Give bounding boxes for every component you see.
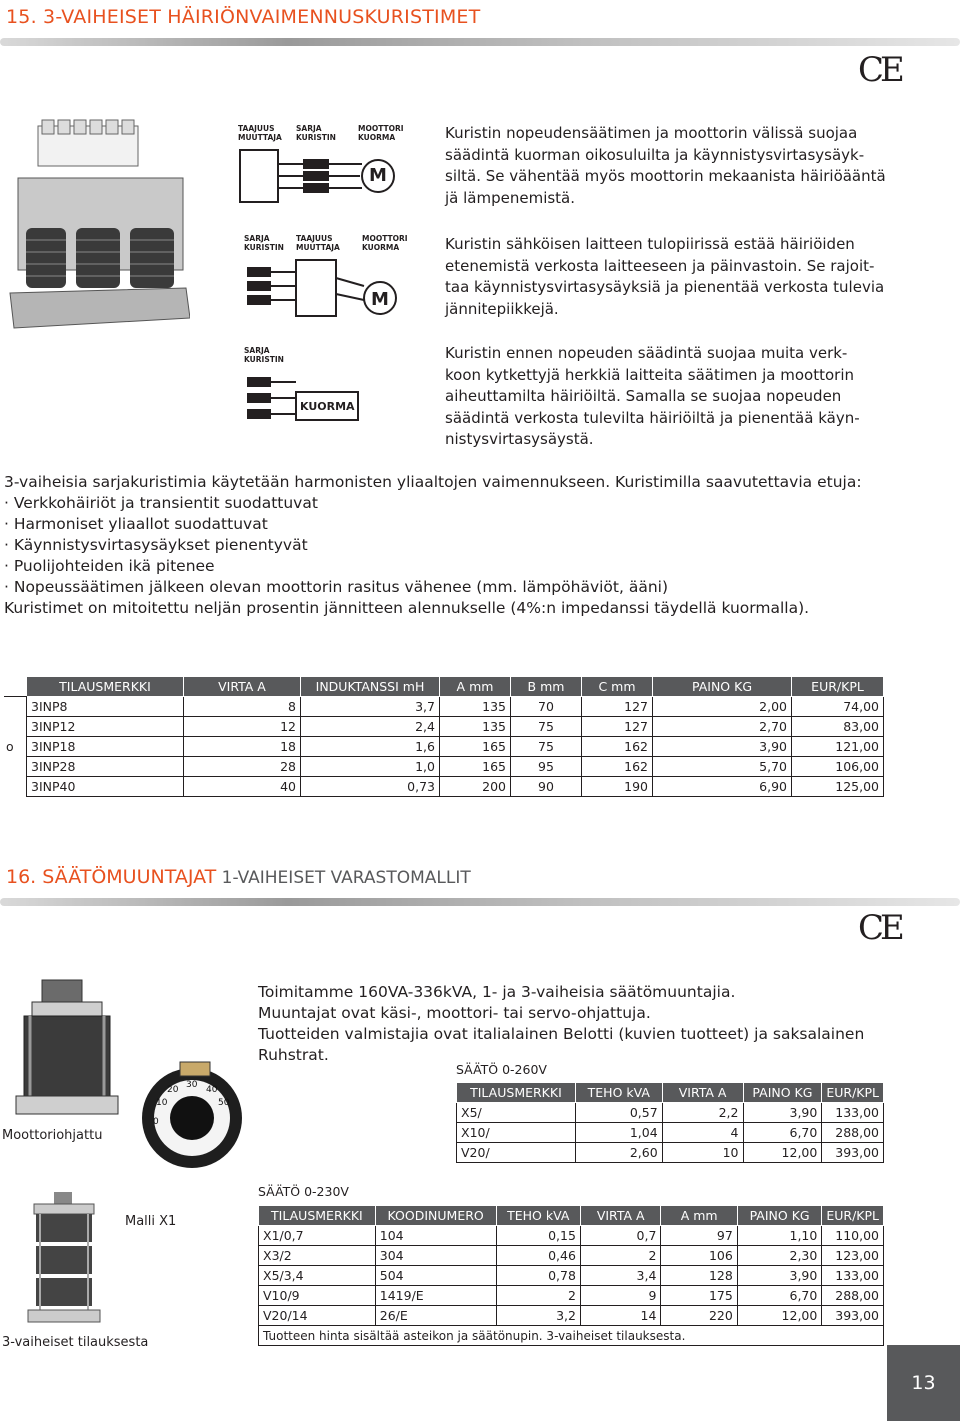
table-cell: 0,57 (575, 1103, 662, 1123)
table-cell: 135 (440, 697, 511, 717)
paragraph-3 (445, 343, 895, 451)
table-cell: 127 (582, 717, 653, 737)
table-cell: 0,73 (301, 777, 440, 797)
table-cell: 75 (511, 717, 582, 737)
table-cell: 2 (496, 1286, 580, 1306)
table-cell: 0,7 (580, 1226, 660, 1246)
table-cell: 393,00 (822, 1143, 884, 1163)
summary-line: Kuristimet on mitoitettu neljän prosentin jännitteen alennukselle (4%:n impedanssi täydellä kuormalla). (4, 599, 810, 617)
table-cell: 95 (511, 757, 582, 777)
col-header: C mm (582, 677, 653, 697)
motor-symbol: M (369, 165, 387, 186)
table-header-row (457, 1083, 884, 1103)
table-cell: 162 (582, 737, 653, 757)
motor-symbol: M (371, 289, 389, 310)
col-header: VIRTA A (184, 677, 301, 697)
page-number: 13 (887, 1345, 960, 1421)
table-cell: 28 (184, 757, 301, 777)
benefit-item: · Nopeussäätimen jälkeen olevan moottorin rasitus vähenee (mm. lämpöhäviöt, ääni) (4, 578, 669, 596)
table-cell: X1/0,7 (259, 1226, 376, 1246)
table-cell: 0,46 (496, 1246, 580, 1266)
mark-col-header (4, 677, 27, 697)
text-line: aiheuttamilta häiriöiltä. Samalla se suojaa nopeuden (445, 387, 842, 405)
col-header: VIRTA A (662, 1083, 743, 1103)
table-cell: 3INP18 (27, 737, 184, 757)
table-row (457, 1143, 884, 1163)
table-cell: 83,00 (792, 717, 884, 737)
text-line: etenemistä verkosta laitteeseen ja päinvastoin. Se rajoit- (445, 256, 875, 275)
table-cell: 10 (662, 1143, 743, 1163)
table-cell: V20/14 (259, 1306, 376, 1326)
table-cell: 135 (440, 717, 511, 737)
table-cell: 40 (184, 777, 301, 797)
col-header: KOODINUMERO (375, 1206, 496, 1226)
dial-number: 20 (167, 1085, 179, 1095)
col-header: EUR/KPL (792, 677, 884, 697)
table-cell: 128 (661, 1266, 737, 1286)
table-row (259, 1286, 884, 1306)
table-row (259, 1226, 884, 1246)
table-cell: 1419/E (375, 1286, 496, 1306)
row-marker (4, 697, 27, 717)
col-header: TILAUSMERKKI (27, 677, 184, 697)
benefit-item: · Puolijohteiden ikä pitenee (4, 557, 215, 575)
table-row (259, 1306, 884, 1326)
table-cell: 14 (580, 1306, 660, 1326)
table-cell: 2,2 (662, 1103, 743, 1123)
dial-number: 30 (186, 1080, 198, 1090)
table-cell: 125,00 (792, 777, 884, 797)
table-row (4, 757, 884, 777)
table-cell: 3,2 (496, 1306, 580, 1326)
text-line: koon kytkettyjä herkkiä laitteita säätimen ja moottorin (445, 365, 855, 384)
table-cell: 12 (184, 717, 301, 737)
table-cell: 18 (184, 737, 301, 757)
table-cell: 3,7 (301, 697, 440, 717)
row-marker (4, 757, 27, 777)
table-row (4, 737, 884, 757)
table-cell: 70 (511, 697, 582, 717)
col-header: PAINO KG (743, 1083, 822, 1103)
intro-line: Tuotteiden valmistajia ovat italialainen Belotti (kuvien tuotteet) ja saksalainen (258, 1025, 865, 1043)
dial-number: 10 (156, 1098, 168, 1108)
paragraph-2 (445, 234, 895, 320)
table-cell: 6,70 (743, 1123, 822, 1143)
table-260 (456, 1082, 884, 1163)
ce-mark-icon: CE (858, 50, 901, 90)
table-cell: 2,4 (301, 717, 440, 737)
table-cell: 127 (582, 697, 653, 717)
label-sarjakuristin: SARJA KURISTIN (296, 124, 336, 142)
col-header: EUR/KPL (822, 1083, 884, 1103)
table-cell: 106,00 (792, 757, 884, 777)
text-line: nistysvirtasysäystä. (445, 430, 594, 448)
intro-line: Muuntajat ovat käsi-, moottori- tai servo-ohjattuja. (258, 1004, 651, 1022)
text-line: Kuristin ennen nopeuden säädintä suojaa muita verk- (445, 344, 848, 362)
benefits-text (4, 472, 954, 619)
table-cell: 2,70 (653, 717, 792, 737)
table-cell: 6,70 (737, 1286, 822, 1306)
table-cell: 133,00 (822, 1103, 884, 1123)
table-230 (258, 1205, 884, 1346)
table-row (457, 1103, 884, 1123)
table-header-row (259, 1206, 884, 1226)
caption-three-phase: 3-vaiheiset tilauksesta (2, 1335, 149, 1350)
table-cell: 12,00 (737, 1306, 822, 1326)
table-row (4, 777, 884, 797)
reactor-table (4, 676, 884, 797)
section-16-title-sub: 1-VAIHEISET VARASTOMALLIT (216, 868, 471, 888)
col-header: TILAUSMERKKI (259, 1206, 376, 1226)
table-cell: 1,04 (575, 1123, 662, 1143)
load-box-label: KUORMA (300, 400, 355, 413)
table-cell: X5/3,4 (259, 1266, 376, 1286)
text-line: jännitepiikkejä. (445, 299, 559, 318)
table-cell: 2,60 (575, 1143, 662, 1163)
row-marker (4, 777, 27, 797)
table-cell: 9 (580, 1286, 660, 1306)
table-cell: 504 (375, 1266, 496, 1286)
col-header: PAINO KG (737, 1206, 822, 1226)
table-cell: X10/ (457, 1123, 576, 1143)
table-row (259, 1266, 884, 1286)
table-cell: 3INP8 (27, 697, 184, 717)
header-divider (0, 38, 960, 46)
col-header: TEHO kVA (496, 1206, 580, 1226)
table-cell: 165 (440, 757, 511, 777)
table-260-title: SÄÄTÖ 0-260V (456, 1062, 547, 1077)
table-cell: 3INP12 (27, 717, 184, 737)
table-cell: 0,15 (496, 1226, 580, 1246)
text-line: säädintä kuorman oikosuluilta ja käynnistysvirtasysäyk- (445, 145, 865, 164)
table-cell: 26/E (375, 1306, 496, 1326)
label-moottorikuorma: MOOTTORI KUORMA (362, 234, 408, 252)
caption-motor: Moottoriohjattu (2, 1128, 103, 1143)
table-230-title: SÄÄTÖ 0-230V (258, 1184, 349, 1199)
table-cell: 121,00 (792, 737, 884, 757)
benefit-item: · Harmoniset yliaallot suodattuvat (4, 515, 268, 533)
col-header: VIRTA A (580, 1206, 660, 1226)
reactor-photo (8, 118, 190, 336)
table-cell: 106 (661, 1246, 737, 1266)
table-cell: 2,30 (737, 1246, 822, 1266)
table-cell: 165 (440, 737, 511, 757)
col-header: EUR/KPL (822, 1206, 884, 1226)
table-cell: 3,90 (737, 1266, 822, 1286)
section-16-divider (0, 898, 960, 906)
label-sarjakuristin: SARJA KURISTIN (244, 346, 284, 364)
section-16-title-main: 16. SÄÄTÖMUUNTAJAT (6, 866, 217, 888)
table-row (457, 1123, 884, 1143)
table-cell: 104 (375, 1226, 496, 1246)
section-16-intro (258, 982, 908, 1066)
table-cell: 75 (511, 737, 582, 757)
table-cell: 4 (662, 1123, 743, 1143)
caption-malli: Malli X1 (125, 1214, 177, 1229)
benefit-item: · Käynnistysvirtasysäykset pienentyvät (4, 536, 308, 554)
table-cell: 1,6 (301, 737, 440, 757)
dial-number: 50 (218, 1098, 230, 1108)
table-cell: 304 (375, 1246, 496, 1266)
table-cell: 393,00 (822, 1306, 884, 1326)
table-header-row (4, 677, 884, 697)
connection-diagram-2 (244, 234, 414, 334)
col-header: B mm (511, 677, 582, 697)
label-taajuusmuuttaja: TAAJUUS MUUTTAJA (296, 234, 340, 252)
table-cell: 1,10 (737, 1226, 822, 1246)
col-header: TILAUSMERKKI (457, 1083, 576, 1103)
table-cell: 2 (580, 1246, 660, 1266)
table-cell: 12,00 (743, 1143, 822, 1163)
label-sarjakuristin: SARJA KURISTIN (244, 234, 284, 252)
ce-mark-icon: CE (858, 908, 901, 948)
section-16-title (6, 866, 471, 888)
col-header: PAINO KG (653, 677, 792, 697)
table-cell: V10/9 (259, 1286, 376, 1306)
intro-line: Toimitamme 160VA-336kVA, 1- ja 3-vaiheisia säätömuuntajia. (258, 983, 736, 1001)
table-cell: 3INP40 (27, 777, 184, 797)
table-footnote: Tuotteen hinta sisältää asteikon ja säätönupin. 3-vaiheiset tilauksesta. (259, 1326, 884, 1346)
table-cell: 97 (661, 1226, 737, 1246)
table-cell: 190 (582, 777, 653, 797)
table-cell: 0,78 (496, 1266, 580, 1286)
table-row (259, 1246, 884, 1266)
table-cell: 3INP28 (27, 757, 184, 777)
table-cell: 162 (582, 757, 653, 777)
table-footnote-row (259, 1326, 884, 1346)
section-15-title: 15. 3-VAIHEISET HÄIRIÖNVAIMENNUSKURISTIMET (6, 6, 481, 28)
table-cell: 90 (511, 777, 582, 797)
table-cell: 2,00 (653, 697, 792, 717)
table-cell: 1,0 (301, 757, 440, 777)
col-header: A mm (661, 1206, 737, 1226)
connection-diagram-1 (238, 124, 408, 220)
table-cell: 288,00 (822, 1286, 884, 1306)
table-cell: X3/2 (259, 1246, 376, 1266)
col-header: TEHO kVA (575, 1083, 662, 1103)
intro-line: 3-vaiheisia sarjakuristimia käytetään harmonisten yliaaltojen vaimennukseen. Kuristimilla saavutettavia etuja: (4, 473, 862, 491)
text-line: Kuristin nopeudensäätimen ja moottorin välissä suojaa (445, 124, 858, 142)
table-cell: 5,70 (653, 757, 792, 777)
col-header: A mm (440, 677, 511, 697)
dial-number: 0 (153, 1117, 159, 1127)
col-header: INDUKTANSSI mH (301, 677, 440, 697)
table-cell: X5/ (457, 1103, 576, 1123)
table-cell: 200 (440, 777, 511, 797)
table-cell: 175 (661, 1286, 737, 1306)
table-cell: V20/ (457, 1143, 576, 1163)
table-cell: 74,00 (792, 697, 884, 717)
motorized-transformer-photo (10, 976, 122, 1124)
table-cell: 3,90 (743, 1103, 822, 1123)
text-line: jä lämpenemistä. (445, 188, 576, 207)
label-taajuusmuuttaja: TAAJUUS MUUTTAJA (238, 124, 282, 142)
table-cell: 3,4 (580, 1266, 660, 1286)
dial-number: 40 (206, 1085, 218, 1095)
table-cell: 220 (661, 1306, 737, 1326)
text-line: taa käynnistysvirtasysäyksiä ja pienentää verkosta tulevia (445, 278, 885, 296)
table-cell: 123,00 (822, 1246, 884, 1266)
three-phase-transformer-photo (24, 1192, 104, 1330)
table-cell: 288,00 (822, 1123, 884, 1143)
text-line: Kuristin sähköisen laitteen tulopiirissä estää häiriöiden (445, 235, 855, 253)
table-cell: 6,90 (653, 777, 792, 797)
label-moottorikuorma: MOOTTORI KUORMA (358, 124, 404, 142)
row-marker (4, 717, 27, 737)
table-row (4, 697, 884, 717)
dial-transformer-photo (130, 1058, 248, 1168)
table-cell: 110,00 (822, 1226, 884, 1246)
benefit-item: · Verkkohäiriöt ja transientit suodattuvat (4, 494, 318, 512)
connection-diagram-3 (244, 346, 364, 436)
table-row (4, 717, 884, 737)
intro-line: Ruhstrat. (258, 1046, 329, 1064)
row-marker: o (6, 739, 14, 754)
table-cell: 3,90 (653, 737, 792, 757)
table-cell: 8 (184, 697, 301, 717)
paragraph-1 (445, 123, 895, 209)
text-line: siltä. Se vähentää myös moottorin mekaanista häiriöääntä (445, 167, 886, 185)
text-line: säädintä verkosta tulevilta häiriöiltä ja pienentää käyn- (445, 408, 860, 427)
table-cell: 133,00 (822, 1266, 884, 1286)
